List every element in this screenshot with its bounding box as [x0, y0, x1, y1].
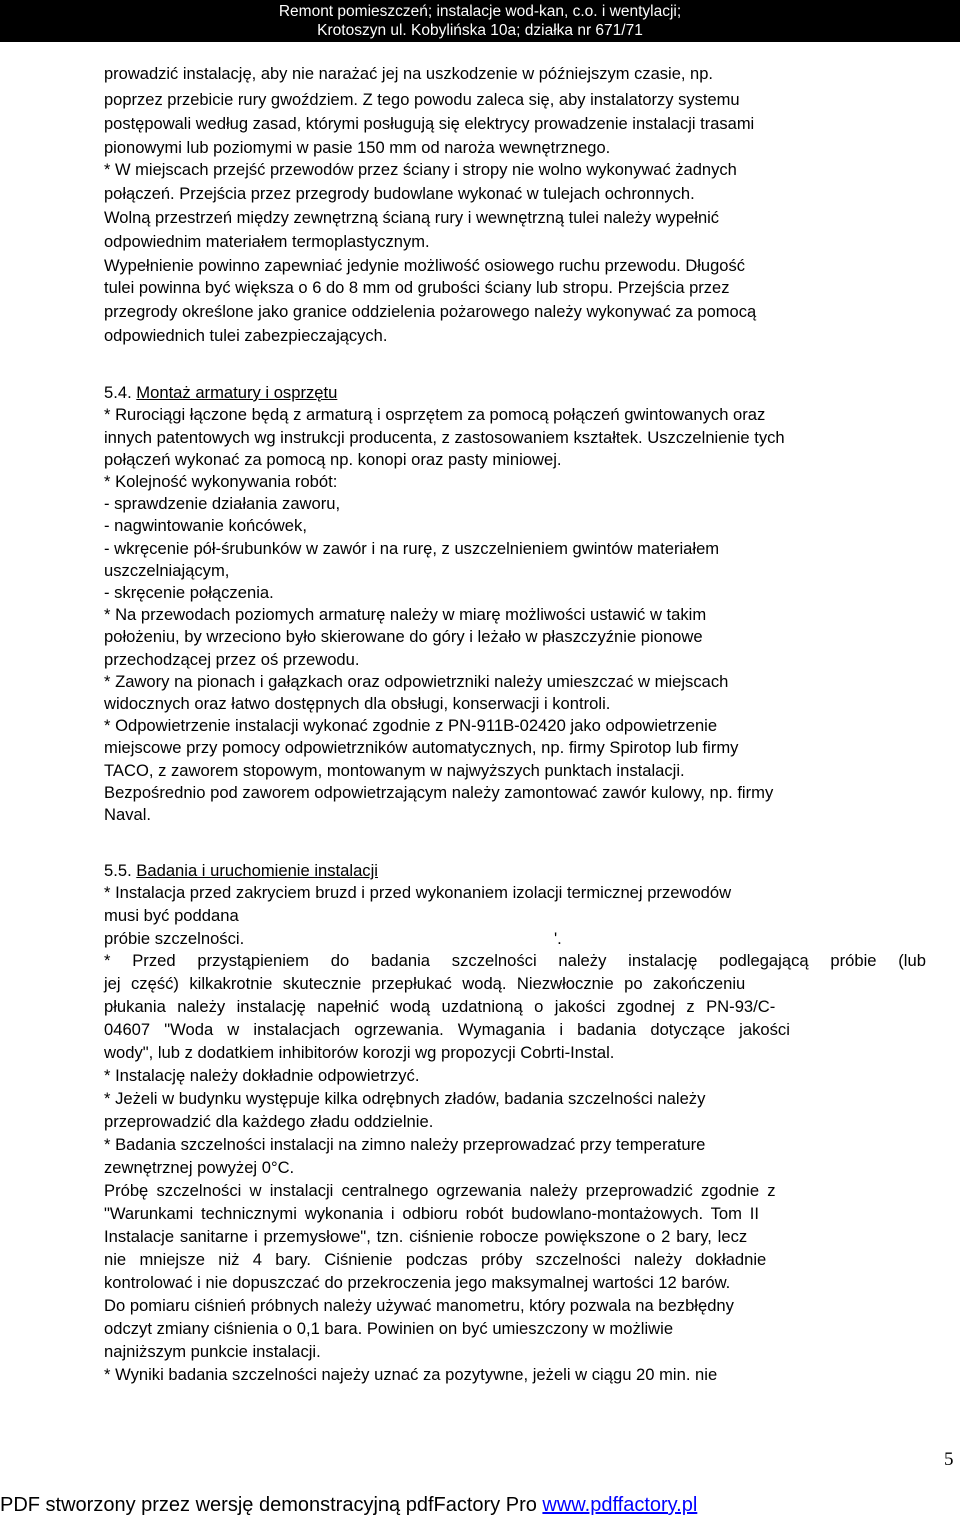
paragraph-line: kontrolować i nie dopuszczać do przekroczenia jego maksymalnej wartości 12 barów. — [104, 1273, 731, 1292]
paragraph-line: * Instalację należy dokładnie odpowietrzyć. — [104, 1066, 420, 1085]
paragraph-line: * Jeżeli w budynku występuje kilka odrębnych zładów, badania szczelności należy — [104, 1089, 706, 1108]
page-number: 5 — [944, 1449, 954, 1470]
paragraph-line: połączeń. Przejścia przez przegrody budowlane wykonać w tulejach ochronnych. — [104, 185, 695, 203]
paragraph-line: * Odpowietrzenie instalacji wykonać zgodnie z PN-911B-02420 jako odpowietrzenie — [104, 716, 718, 735]
list-item: - nagwintowanie końcówek, — [104, 516, 307, 535]
section-title: Badania i uruchomienie instalacji — [136, 861, 378, 880]
pdf-footer — [0, 1494, 697, 1517]
list-item: - skręcenie połączenia. — [104, 583, 274, 602]
paragraph-line: odpowiednim materiałem termoplastycznym. — [104, 233, 430, 251]
paragraph-line: * Kolejność wykonywania robót: — [104, 472, 338, 491]
list-item: - sprawdzenie działania zaworu, — [104, 494, 341, 513]
header-line-2: Krotoszyn ul. Kobylińska 10a; działka nr 671/71 — [317, 22, 643, 39]
paragraph-line: wody", lub z dodatkiem inhibitorów korozji wg propozycji Cobrti-Instal. — [104, 1043, 615, 1062]
paragraph-line: 04607 "Woda w instalacjach ogrzewania. Wymagania i badania dotyczące jakości — [104, 1020, 790, 1039]
paragraph-line: położeniu, by wrzeciono było skierowane do góry i leżało w płaszczyźnie pionowe — [104, 627, 703, 646]
paragraph-line: * Rurociągi łączone będą z armaturą i osprzętem za pomocą połączeń gwintowanych oraz — [104, 405, 766, 424]
paragraph-line: * Przed przystąpieniem do badania szczelności należy instalację podlegającą próbie (lub — [104, 951, 926, 970]
paragraph-line: próbie szczelności. — [104, 929, 245, 948]
paragraph-line: prowadzić instalację, aby nie narażać jej na uszkodzenie w późniejszym czasie, np. — [104, 65, 713, 83]
paragraph-line: jej część) kilkakrotnie skutecznie przepłukać wodą. Niezwłocznie po zakończeniu — [104, 974, 746, 993]
paragraph-line: przechodzącej przez oś przewodu. — [104, 650, 360, 669]
footer-text: PDF stworzony przez wersję demonstracyjną pdfFactory Pro — [0, 1494, 543, 1516]
section-number: 5.4. — [104, 383, 137, 402]
list-item: uszczelniającym, — [104, 561, 230, 580]
paragraph-line: najniższym punkcie instalacji. — [104, 1342, 321, 1361]
paragraph-line: przeprowadzić dla każdego zładu oddzielnie. — [104, 1112, 434, 1131]
paragraph-line: Naval. — [104, 805, 152, 824]
header-line-1: Remont pomieszczeń; instalacje wod-kan, c.o. i wentylacji; — [278, 3, 682, 20]
section-title: Montaż armatury i osprzętu — [136, 383, 338, 402]
paragraph-line: * Zawory na pionach i gałązkach oraz odpowietrzniki należy umieszczać w miejscach — [104, 672, 729, 691]
paragraph-line: postępowali według zasad, którymi posługują się elektrycy prowadzenie instalacji trasami — [104, 115, 755, 133]
paragraph-line: "Warunkami technicznymi wykonania i odbioru robót budowlano-montażowych. Tom II — [104, 1204, 759, 1223]
paragraph-line: * Badania szczelności instalacji na zimno należy przeprowadzać przy temperature — [104, 1135, 706, 1154]
section-heading — [104, 382, 337, 403]
paragraph-line: poprzez przebicie rury gwoździem. Z tego powodu zaleca się, aby instalatorzy systemu — [104, 91, 740, 109]
paragraph-line: płukania należy instalację napełnić wodą uzdatnioną o jakości zgodnej z PN-93/C- — [104, 997, 776, 1016]
paragraph-line: musi być poddana — [104, 906, 239, 925]
footer-link[interactable]: www.pdffactory.pl — [542, 1494, 698, 1516]
paragraph-line: miejscowe przy pomocy odpowietrzników automatycznych, np. firmy Spirotop lub firmy — [104, 738, 739, 757]
paragraph-line: przegrody określone jako granice oddzielenia pożarowego należy wykonywać za pomocą — [104, 303, 757, 321]
paragraph-line: połączeń wykonać za pomocą np. konopi oraz pasty miniowej. — [104, 450, 562, 469]
paragraph-line: Do pomiaru ciśnień próbnych należy używać manometru, który pozwala na bezbłędny — [104, 1296, 734, 1315]
stray-mark: '. — [554, 929, 562, 948]
paragraph-line: widocznych oraz łatwo dostępnych dla obsługi, konserwacji i kontroli. — [104, 694, 611, 713]
paragraph-line: * Instalacja przed zakryciem bruzd i przed wykonaniem izolacji termicznej przewodów — [104, 883, 732, 902]
paragraph-line: Wolną przestrzeń między zewnętrzną ścianą rury i wewnętrzną tulei należy wypełnić — [104, 209, 720, 227]
section-heading — [104, 860, 378, 881]
paragraph-line: odpowiednich tulei zabezpieczających. — [104, 327, 388, 345]
paragraph-line: TACO, z zaworem stopowym, montowanym w najwyższych punktach instalacji. — [104, 761, 685, 780]
paragraph-line: nie mniejsze niż 4 bary. Ciśnienie podczas próby szczelności należy dokładnie — [104, 1250, 767, 1269]
paragraph-line: Bezpośrednio pod zaworem odpowietrzającym należy zamontować zawór kulowy, np. firmy — [104, 783, 774, 802]
list-item: - wkręcenie pół-śrubunków w zawór i na rurę, z uszczelnieniem gwintów materiałem — [104, 539, 720, 558]
paragraph-line: innych patentowych wg instrukcji producenta, z zastosowaniem kształtek. Uszczelnienie tych — [104, 428, 785, 447]
paragraph-line: Instalacje sanitarne i przemysłowe", tzn. ciśnienie robocze powiększone o 2 bary, lecz — [104, 1227, 748, 1246]
paragraph-line: tulei powinna być większa o 6 do 8 mm od grubości ściany lub stropu. Przejścia przez — [104, 279, 730, 297]
paragraph-line: zewnętrznej powyżej 0°C. — [104, 1158, 295, 1177]
paragraph-line: pionowymi lub poziomymi w pasie 150 mm od naroża wewnętrznego. — [104, 139, 611, 157]
section-number: 5.5. — [104, 861, 137, 880]
paragraph-line: * Na przewodach poziomych armaturę należy w miarę możliwości ustawić w takim — [104, 605, 707, 624]
paragraph-line: Wypełnienie powinno zapewniać jedynie możliwość osiowego ruchu przewodu. Długość — [104, 257, 745, 275]
paragraph-line: * Wyniki badania szczelności najeży uznać za pozytywne, jeżeli w ciągu 20 min. nie — [104, 1365, 718, 1384]
paragraph-line: * W miejscach przejść przewodów przez ściany i stropy nie wolno wykonywać żadnych — [104, 161, 737, 179]
paragraph-line: Próbę szczelności w instalacji centralnego ogrzewania należy przeprowadzić zgodnie z — [104, 1181, 776, 1200]
paragraph-line: odczyt zmiany ciśnienia o 0,1 bara. Powinien on być umieszczony w możliwie — [104, 1319, 674, 1338]
